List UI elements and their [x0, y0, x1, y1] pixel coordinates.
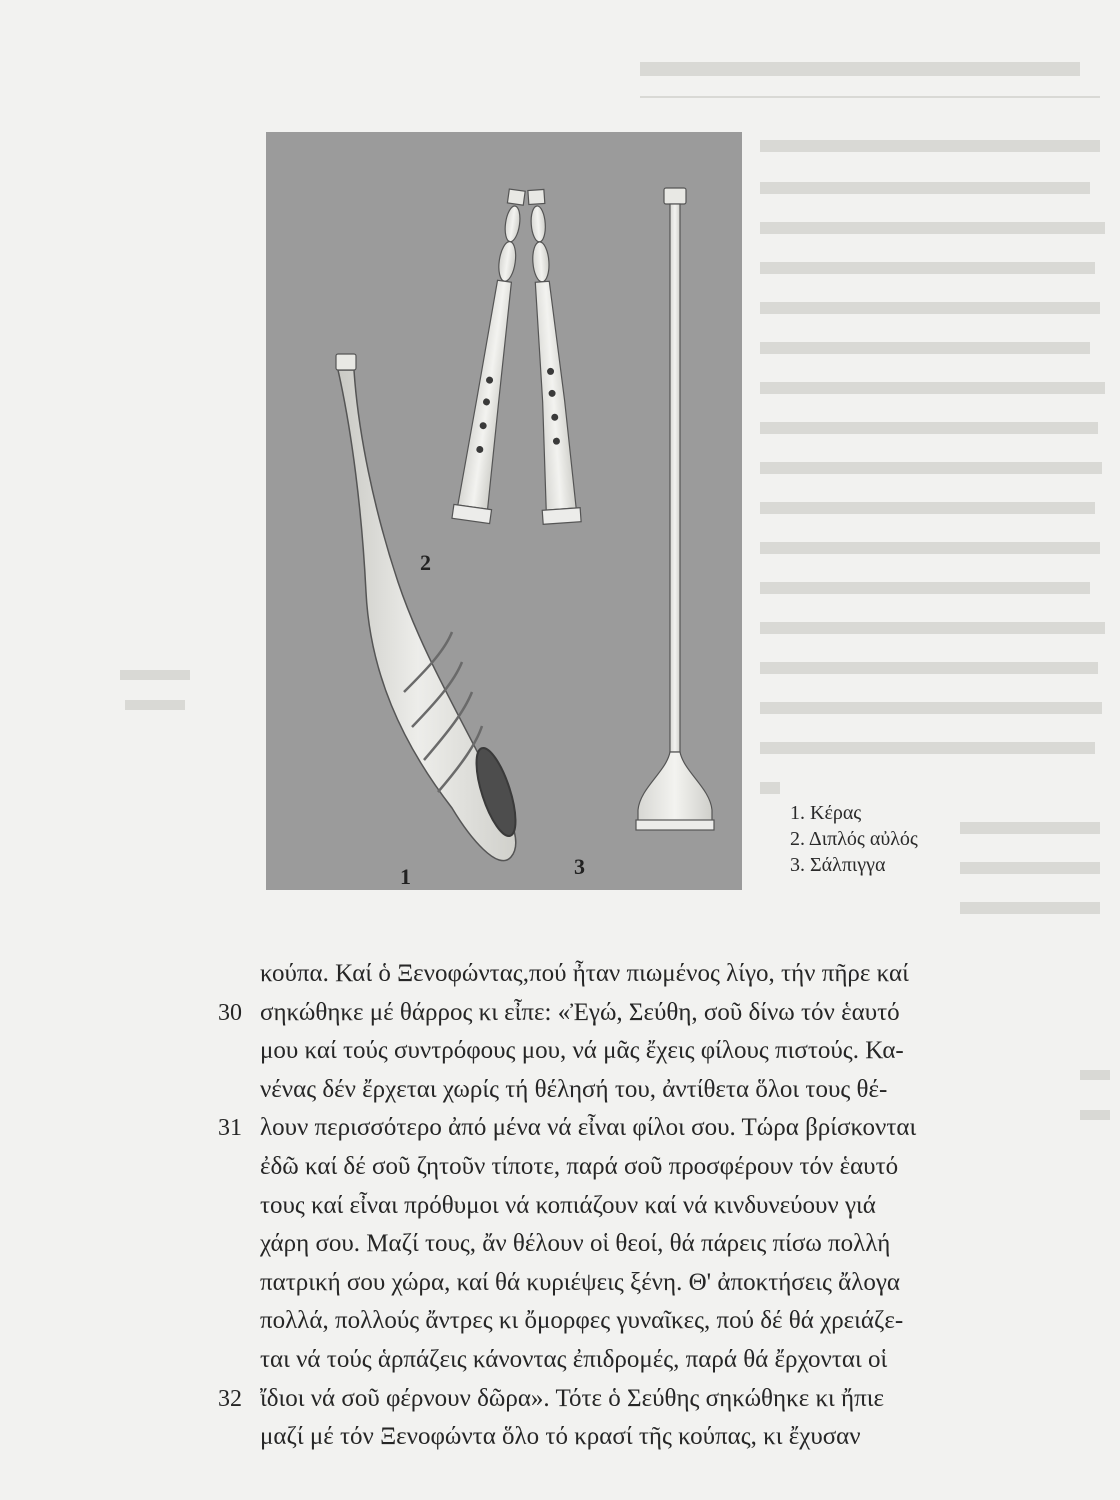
text-line: [218, 1109, 1088, 1148]
line-text: μαζί μέ τόν Ξενοφώντα ὅλο τό κρασί τῆς κούπας, κι ἔχυσαν: [260, 1423, 861, 1451]
line-text: σηκώθηκε μέ θάρρος κι εἶπε: «Ἐγώ, Σεύθη, σοῦ δίνω τόν ἑαυτό: [260, 998, 900, 1026]
text-line: [218, 1302, 1088, 1341]
label-aulos: 2: [420, 550, 431, 575]
label-salpinx: 3: [574, 854, 585, 879]
body-text: [218, 955, 1088, 1457]
line-text: νένας δέν ἔρχεται χωρίς τή θέλησή του, ἀντίθετα ὅλοι τους θέ-: [260, 1075, 888, 1103]
text-line: [218, 1071, 1088, 1110]
line-text: ται νά τούς ἁρπάζεις κάνοντας ἐπιδρομές, παρά θά ἔρχονται οἱ: [260, 1345, 888, 1373]
text-line: [218, 955, 1088, 994]
instruments-illustration: [266, 132, 742, 890]
line-number: 31: [218, 1115, 242, 1142]
line-text: τους καί εἶναι πρόθυμοι νά κοπιάζουν καί νά κινδυνεύουν γιά: [260, 1191, 876, 1219]
salpinx-drawing: [636, 188, 714, 830]
line-text: κούπα. Καί ὁ Ξενοφώντας,πού ἦταν πιωμένος λίγο, τήν πῆρε καί: [260, 960, 909, 987]
line-text: μου καί τούς συντρόφους μου, νά μᾶς ἔχεις φίλους πιστούς. Κα-: [260, 1037, 904, 1065]
text-line: [218, 1225, 1088, 1264]
text-line: [218, 1341, 1088, 1380]
text-line: [218, 1418, 1088, 1457]
text-line: [218, 994, 1088, 1033]
text-line: [218, 1380, 1088, 1419]
label-horn: 1: [400, 864, 411, 889]
line-text: ἐδῶ καί δέ σοῦ ζητοῦν τίποτε, παρά σοῦ προσφέρουν τόν ἑαυτό: [260, 1152, 899, 1180]
figure-captions: [790, 800, 918, 878]
caption-horn: 1. Κέρας: [790, 802, 862, 824]
caption-salpinx: 3. Σάλπιγγα: [790, 854, 886, 876]
line-text: ἴδιοι νά σοῦ φέρνουν δῶρα». Τότε ὁ Σεύθης σηκώθηκε κι ἤπιε: [260, 1384, 884, 1412]
text-line: [218, 1264, 1088, 1303]
text-line: [218, 1148, 1088, 1187]
line-number: 32: [218, 1385, 242, 1412]
caption-aulos: 2. Διπλός αὐλός: [790, 828, 918, 850]
line-text: λουν περισσότερο ἀπό μένα νά εἶναι φίλοι σου. Τώρα βρίσκονται: [260, 1114, 917, 1142]
text-line: [218, 1187, 1088, 1226]
aulos-drawing: [452, 188, 581, 525]
line-text: πολλά, πολλούς ἄντρες κι ὄμορφες γυναῖκες, πού δέ θά χρειάζε-: [260, 1307, 904, 1335]
line-text: χάρη σου. Μαζί τους, ἄν θέλουν οἱ θεοί, θά πάρεις πίσω πολλή: [260, 1230, 891, 1258]
line-text: πατρική σου χώρα, καί θά κυριέψεις ξένη. Θ' ἀποκτήσεις ἄλογα: [260, 1268, 901, 1296]
text-line: [218, 1032, 1088, 1071]
line-number: 30: [218, 999, 242, 1026]
